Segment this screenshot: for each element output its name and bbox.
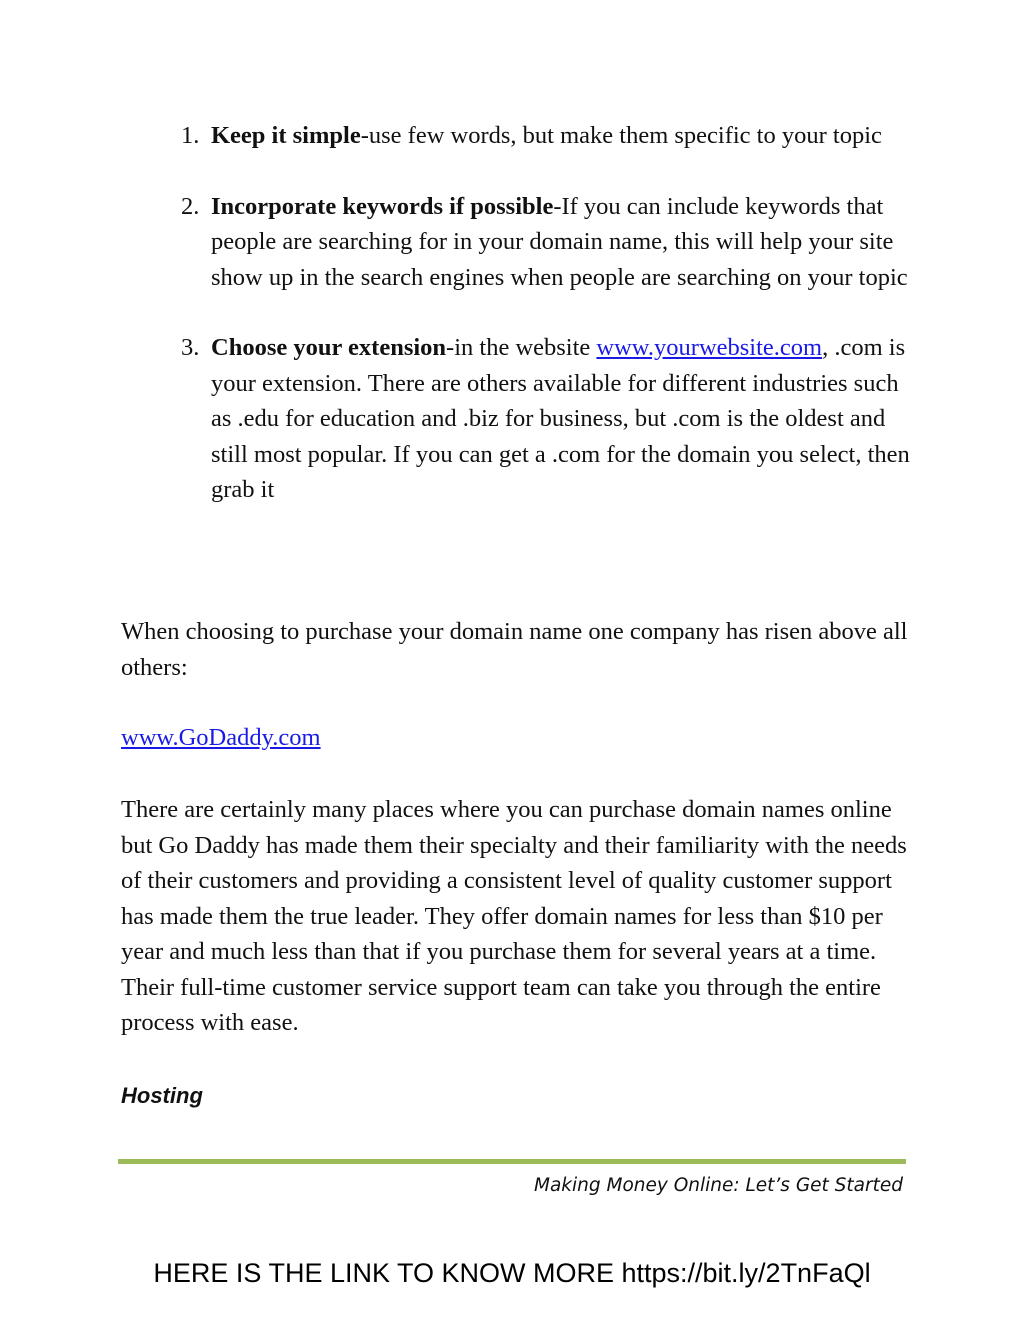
footer-divider <box>118 1159 906 1164</box>
godaddy-link[interactable]: www.GoDaddy.com <box>121 724 321 751</box>
list-item-text: , .com is your extension. There are others available for different industries such as .edu for education and .biz for business, but .com is the oldest and still most popular. If you can get a .com for the domain you select, then grab it <box>211 334 910 503</box>
list-number: 3. <box>181 334 200 361</box>
list-item-bold: Keep it simple <box>211 122 361 149</box>
bottom-link-banner[interactable]: HERE IS THE LINK TO KNOW MORE https://bit.ly/2TnFaQl <box>153 1258 871 1288</box>
godaddy-link-paragraph <box>121 720 921 756</box>
tips-list <box>181 118 921 543</box>
list-item-text: -use few words, but make them specific to your topic <box>360 122 882 149</box>
footer-title: Making Money Online: Let’s Get Started <box>533 1175 903 1196</box>
list-number: 2. <box>181 192 200 220</box>
list-item-text: -in the website <box>446 334 597 361</box>
list-item <box>181 330 921 508</box>
list-item <box>181 189 921 296</box>
section-heading-hosting: Hosting <box>121 1083 203 1108</box>
list-item-bold: Incorporate keywords if possible <box>211 192 554 220</box>
intro-paragraph: When choosing to purchase your domain name one company has risen above all others: <box>121 618 908 681</box>
list-item-text: -If you can include keywords that people are searching for in your domain name, this will help your site show up in the search engines when people are searching on your topic <box>211 192 908 291</box>
list-number: 1. <box>181 122 200 149</box>
list-item-bold: Choose your extension <box>211 334 447 361</box>
body-paragraph: There are certainly many places where you can purchase domain names online but Go Daddy has made them their specialty and their familiarity with the needs of their customers and providing a consistent level of quality customer support has made them the true leader. They offer domain names for less than $10 per year and much less than that if you purchase them for several years at a time. Their full-time customer service support team can take you through the entire process with ease. <box>121 796 907 1036</box>
list-item <box>181 118 921 154</box>
yourwebsite-link[interactable]: www.yourwebsite.com <box>596 334 823 361</box>
